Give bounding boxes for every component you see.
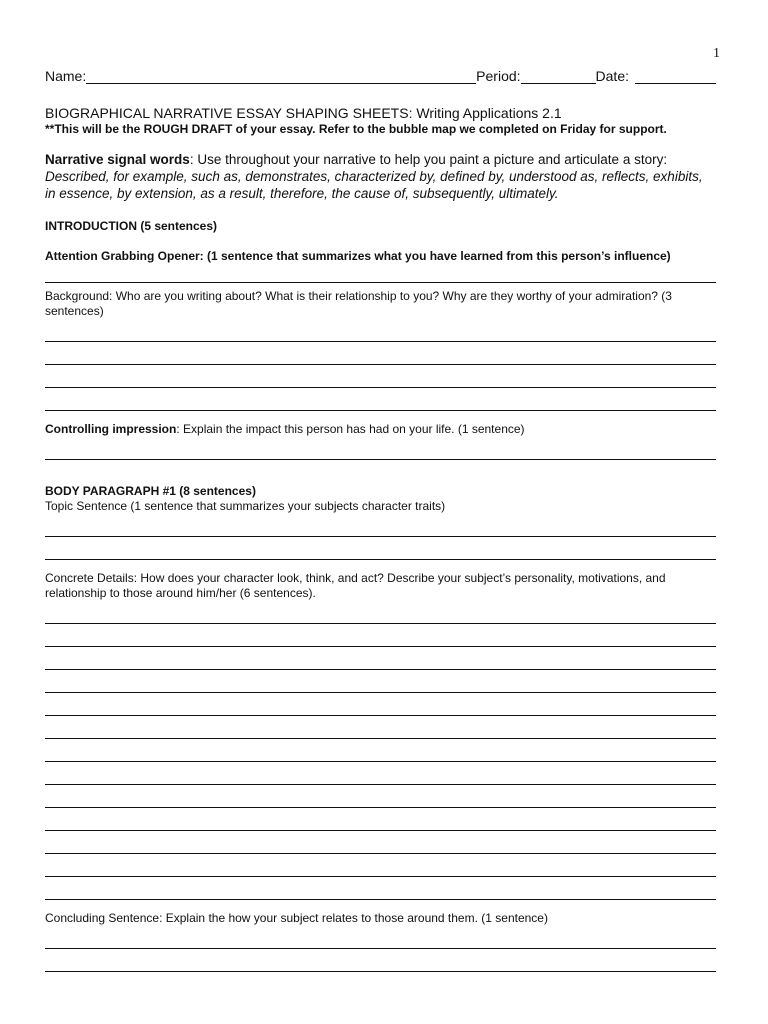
topic-sentence-prompt: Topic Sentence (1 sentence that summarizes your subjects character traits) <box>45 499 446 513</box>
concrete-details-writing-line[interactable] <box>45 670 716 693</box>
opener-prompt <box>45 249 716 264</box>
name-label: Name: <box>45 68 87 84</box>
background-writing-line[interactable] <box>45 319 716 342</box>
name-blank[interactable] <box>86 69 476 84</box>
controlling-impression-writing-line[interactable] <box>45 437 716 460</box>
page-number: 1 <box>713 46 720 61</box>
controlling-impression-prompt <box>45 422 716 437</box>
concluding-sentence-writing-line[interactable] <box>45 926 716 949</box>
signal-words-block <box>45 151 716 202</box>
concrete-details-writing-line[interactable] <box>45 831 716 854</box>
concluding-sentence-writing-line[interactable] <box>45 949 716 972</box>
concrete-details-writing-line[interactable] <box>45 762 716 785</box>
topic-sentence-writing-line[interactable] <box>45 514 716 537</box>
signal-words-list: Described, for example, such as, demonstrates, characterized by, defined by, understood as, reflects, exhibits, in essence, by extension, as a result, therefore, the cause of, subsequently, ultimately. <box>45 169 703 201</box>
concrete-details-prompt: Concrete Details: How does your character look, think, and act? Describe your subject’s personality, motivations, and relationship to those around him/her (6 sentences). <box>45 571 666 600</box>
concrete-details-writing-line[interactable] <box>45 808 716 831</box>
date-blank[interactable] <box>635 69 716 84</box>
concrete-details-writing-line[interactable] <box>45 785 716 808</box>
signal-words-instruction: : Use throughout your narrative to help you paint a picture and articulate a story: <box>189 152 668 167</box>
signal-words-label: Narrative signal words <box>45 152 190 167</box>
date-label: Date: <box>595 68 629 84</box>
concrete-details-writing-line[interactable] <box>45 601 716 624</box>
rough-draft-note: **This will be the ROUGH DRAFT of your essay. Refer to the bubble map we completed on Friday for support. <box>45 122 667 136</box>
concrete-details-writing-line[interactable] <box>45 624 716 647</box>
opener-writing-line[interactable] <box>45 264 716 283</box>
background-writing-line[interactable] <box>45 365 716 388</box>
concrete-details-writing-line[interactable] <box>45 854 716 877</box>
worksheet-content <box>45 64 716 972</box>
concluding-sentence-prompt: Concluding Sentence: Explain the how your subject relates to those around them. (1 sentence) <box>45 911 548 925</box>
background-writing-line[interactable] <box>45 388 716 411</box>
concrete-details-writing-line[interactable] <box>45 739 716 762</box>
concrete-details-writing-line[interactable] <box>45 693 716 716</box>
student-info-row <box>45 64 716 84</box>
concrete-details-writing-line[interactable] <box>45 877 716 900</box>
concrete-details-writing-line[interactable] <box>45 647 716 670</box>
background-prompt: Background: Who are you writing about? What is their relationship to you? Why are they worthy of your admiration? (3 sentences) <box>45 289 672 318</box>
topic-sentence-writing-line[interactable] <box>45 537 716 560</box>
background-writing-line[interactable] <box>45 342 716 365</box>
controlling-impression-label: Controlling impression <box>45 422 177 436</box>
concrete-details-writing-line[interactable] <box>45 716 716 739</box>
opener-prompt-text: Attention Grabbing Opener: (1 sentence that summarizes what you have learned from this person’s influence) <box>45 249 671 263</box>
page-title: BIOGRAPHICAL NARRATIVE ESSAY SHAPING SHEETS: Writing Applications 2.1 <box>45 105 562 121</box>
period-blank[interactable] <box>521 69 596 84</box>
body-paragraph-1-heading: BODY PARAGRAPH #1 (8 sentences) <box>45 484 256 498</box>
controlling-impression-text: : Explain the impact this person has had on your life. (1 sentence) <box>176 422 525 436</box>
introduction-heading: INTRODUCTION (5 sentences) <box>45 219 218 233</box>
period-label: Period: <box>476 68 521 84</box>
